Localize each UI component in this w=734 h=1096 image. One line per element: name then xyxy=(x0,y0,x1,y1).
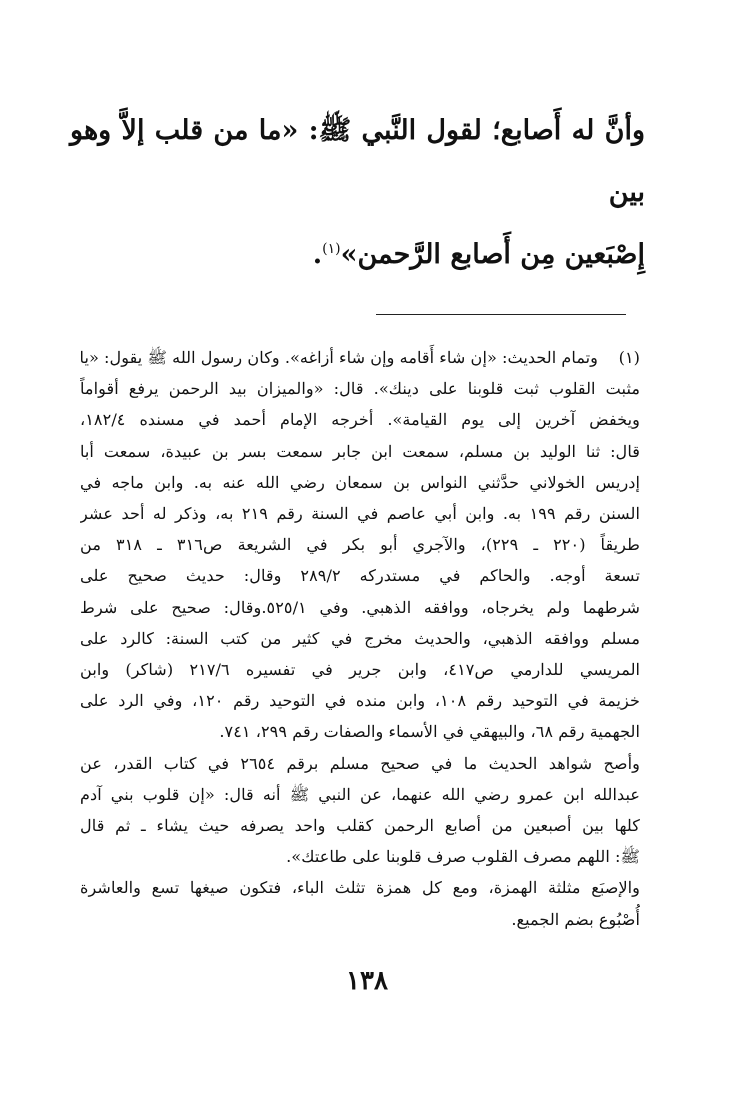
footnote-line: الجهمية رقم ٦٨، والبيهقي في الأسماء والصفات رقم ٢٩٩، ٧٤١. xyxy=(219,722,640,742)
footnote-line: مثبت القلوب ثبت قلوبنا على دينك». قال: «والميزان بيد الرحمن يرفع أقواماً xyxy=(80,379,640,399)
main-text-end-mark: . xyxy=(312,239,323,270)
footnote-number: (١) xyxy=(618,348,640,367)
main-text xyxy=(70,100,645,286)
footnote-line: عبدالله ابن عمرو رضي الله عنهما، عن النبي ﷺ أنه قال: «إن قلوب بني آدم xyxy=(80,784,640,804)
main-text-line-2 xyxy=(70,224,645,286)
footnote-line: إدريس الخولاني حدَّثني النواس بن سمعان رضي الله عنه به. وابن ماجه في xyxy=(80,472,640,492)
footnote xyxy=(80,342,640,935)
footnote-line-text: وتمام الحديث: «إن شاء أَقامه وإن شاء أزاغه». وكان رسول الله ﷺ يقول: «يا xyxy=(80,348,598,367)
footnote-line: أُصْبُوع بضم الجميع. xyxy=(511,909,640,929)
footnote-line: وأصح شواهد الحديث ما في صحيح مسلم برقم ٢٦٥٤ في كتاب القدر، عن xyxy=(80,753,640,773)
main-text-line-1: وأنَّ له أَصابع؛ لقول النَّبي ﷺ: «ما من قلب إلاَّ وهو بين xyxy=(70,115,645,208)
footnote-line: السنن رقم ١٩٩ به. وابن أبي عاصم في السنة رقم ٢١٩ به، وذكر له أحد عشر xyxy=(80,504,640,524)
page-number: ١٣٨ xyxy=(346,966,388,996)
footnote-line: ويخفض آخرين إلى يوم القيامة». أخرجه الإمام أحمد في مسنده ١٨٢/٤، xyxy=(80,410,640,430)
footnote-line: خزيمة في التوحيد رقم ١٠٨، وابن منده في التوحيد رقم ١٢٠، وفي الرد على xyxy=(80,691,640,711)
main-text-line-2-text: إِصْبَعين مِن أَصابع الرَّحمن» xyxy=(340,239,645,270)
footnote-line: شرطهما ولم يخرجاه، ووافقه الذهبي. وفي ٥٢٥/١.وقال: صحيح على شرط xyxy=(80,597,640,617)
footnote-separator xyxy=(376,314,626,315)
footnote-line: طريقاً (٢٢٠ ـ ٢٢٩)، والآجري أبو بكر في الشريعة ص٣١٦ ـ ٣١٨ من xyxy=(80,535,640,555)
footnote-line: مسلم ووافقه الذهبي، والحديث مخرج في كثير من كتب السنة: كالرد على xyxy=(80,628,640,648)
footnote-line: والإصبَع مثلثة الهمزة، ومع كل همزة تثلث الباء، فتكون صيغها تسع والعاشرة xyxy=(80,878,640,898)
footnote-line xyxy=(80,342,640,373)
footnote-line: تسعة أوجه. والحاكم في مستدركه ٢٨٩/٢ وقال: حديث صحيح على xyxy=(80,566,640,586)
footnote-line: ﷺ: اللهم مصرف القلوب صرف قلوبنا على طاعتك». xyxy=(286,847,640,867)
footnote-line: كلها بين أصبعين من أصابع الرحمن كقلب واحد يصرفه حيث يشاء ـ ثم قال xyxy=(80,816,640,836)
footnote-reference: (١) xyxy=(322,241,341,257)
footnote-line: المريسي للدارمي ص٤١٧، وابن جرير في تفسيره ٢١٧/٦ (شاكر) وابن xyxy=(80,660,640,680)
footnote-line: قال: ثنا الوليد بن مسلم، سمعت ابن جابر سمعت بسر بن عبيدة، سمعت أبا xyxy=(80,441,640,461)
